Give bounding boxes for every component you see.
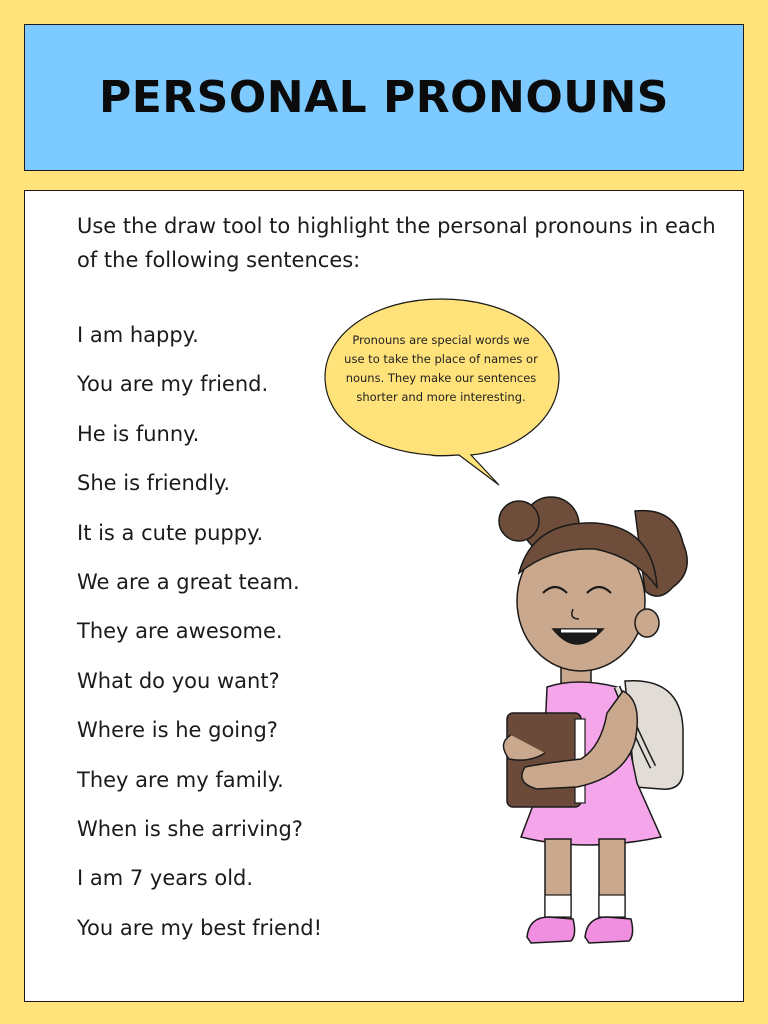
sentence-item[interactable]: What do you want? [77,668,280,693]
worksheet-panel [24,190,744,1002]
speech-bubble [321,295,563,491]
sentence-item[interactable]: When is she arriving? [77,816,303,841]
sentence-list [77,315,322,957]
instructions-text: Use the draw tool to highlight the personal pronouns in each of the following sentences: [77,214,716,272]
sentence-item[interactable]: Where is he going? [77,718,278,743]
sentence-item[interactable]: He is funny. [77,421,200,446]
sentence-item[interactable]: It is a cute puppy. [77,520,264,545]
sentence-item[interactable]: They are awesome. [77,619,283,644]
title-banner [24,24,744,171]
sentence-item[interactable]: You are my best friend! [77,915,323,940]
girl-holding-book-icon [485,491,715,961]
page-title: PERSONAL PRONOUNS [98,72,669,123]
speech-bubble-text: Pronouns are special words we use to take the place of names or nouns. They make our sentences shorter and more interesting. [344,333,538,404]
sentence-item[interactable]: I am happy. [77,323,199,347]
sentence-item[interactable]: You are my friend. [77,372,269,397]
sentence-item[interactable]: We are a great team. [77,569,300,594]
sentence-item[interactable]: I am 7 years old. [77,866,254,891]
sentence-item[interactable]: She is friendly. [77,471,231,496]
sentence-item[interactable]: They are my family. [77,767,284,792]
